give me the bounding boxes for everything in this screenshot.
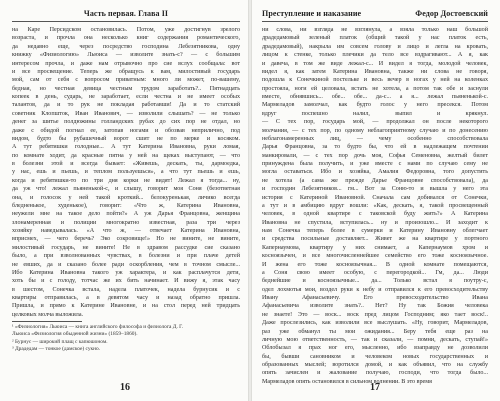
footnote-line: ³ Драдедам — тонкое (дамское) сукно. [12, 346, 101, 353]
text-line: было, а при взволнованных чувствах, в болезни и при плаче детей [12, 253, 240, 260]
text-line: Ивановна не спустила, вступилась... ну и произошло... И заходит к [262, 219, 488, 226]
text-line: она, и голосок у ней такой кроткий... белокуренькая, личико всегда [12, 194, 240, 201]
text-line: могла оставаться. Ибо и хозяйка, Амалия Федоровна, того допустить [262, 169, 488, 176]
text-line: подошла к Сонечкиной постельке и весь вечер в ногах у ней на коленках [262, 77, 488, 84]
text-line: человек, в одной квартире с таковской буду жить?» А Катерина [262, 211, 488, 218]
text-line: принуждена была получить, и уже вместе с нами по случаю сему не [262, 161, 488, 167]
text-line: и давеча, в том же виде лежал-с... И видел я тогда, молодой человек, [262, 60, 488, 67]
text-line: раз уже обманул ты мои ожидания... Беру тебя еще раз на [262, 328, 488, 335]
text-line: видел я, как затем Катерина Ивановна, также ни слова не говоря, [262, 68, 488, 75]
text-line: лицом к стенке, только плечики да тело все вздрагивают... А я, как [262, 52, 488, 59]
text-line: даже с обидой погнал ее, затопав ногами и обозвав неприлично, под [12, 127, 240, 134]
text-line: у нас, ешь и пьешь, и теплом пользуешься», а что тут пьешь и ешь, [12, 169, 240, 176]
right-page-number: 17 [370, 382, 380, 393]
text-line: бледненькое, худенькое), говорит: «Что ж, Катерина Ивановна, [12, 202, 240, 209]
text-line: молчания, — с тех пор, по одному неблагоприятному случаю и по донесению [262, 127, 488, 134]
left-page-body [12, 26, 240, 319]
text-line: нам Сонечка теперь более в сумерки и Катерину Ивановну облегчает [262, 228, 488, 234]
text-line: интересом прочла, и даже нам отрывочно про сие вслух сообщала: вот [12, 60, 240, 67]
text-line: целковых молча выложила. [12, 311, 84, 318]
text-line: талантов, да и то рук не покладая работавши! Да и то статский [12, 102, 240, 109]
text-line: простояла, ноги ей целовала, встать не хотела, а потом так обе и заснули [262, 85, 488, 92]
text-line: на Каре Персидском остановилась. Потом, уже достигнув зрелого [12, 27, 240, 33]
text-line: не евших, да и сказано более ради оскорбления, чем в точном смысле... [12, 261, 240, 268]
text-line: и господин Лебезятников... гм... Вот за Соню-то и вышла у него эта [262, 186, 488, 193]
text-line: И жена его тоже косноязычная... В одной комнате помещаются, [262, 261, 488, 268]
text-line: драдедамовый), накрыла им совсем голову и лицо и легла на кровать, [262, 43, 488, 50]
text-line: видом, будто бы рубашечный ворот сшит не по мерке и косяком. [12, 135, 240, 142]
text-line: советник Клопшток, Иван Иванович, — изволили слышать? — не только [12, 110, 240, 117]
text-line: Мармеладов замолчал, как будто голос у него пресекся. Потом [262, 102, 488, 109]
text-line: беднейшие и косноязычные... да... Только встал я поутру-с, [262, 278, 488, 285]
text-line: квартиры отправилась, а в девятом часу и назад обратно пришла. [12, 295, 240, 301]
text-line: возраста, и прочла она несколько книг содержания романтического, [12, 35, 240, 42]
footnote-line: Льюиса «Физиология обыденной жизни» (1859–1860). [12, 331, 138, 338]
text-line: Пришла, и прямо к Катерине Ивановне, и на стол перед ней тридцать [12, 303, 240, 310]
text-line: и все просвещение. Теперь же обращусь к вам, милостивый государь [12, 68, 240, 75]
right-page-body [262, 26, 488, 386]
text-line: книжку «Физиологию» Льюиса — изволите знать-с? — с большим [12, 52, 240, 59]
text-line: хозяйку наведывалась. «А что ж, — отвечает Катерина Ивановна, [12, 228, 240, 234]
text-line: мой, сам от себя с вопросом приватным: много ли может, по-вашему, [12, 77, 240, 84]
text-line: — С тех пор, государь мой, — продолжал он после некоторого [262, 119, 488, 126]
text-line: драдедамовый зеленый платок (общий такой у нас платок есть, [262, 35, 488, 42]
left-page-footnotes [12, 324, 240, 353]
text-line: Капернаумова, квартиру у них снимает, а Капернаумов хром и [262, 244, 488, 251]
text-line: денег за шитье полдюжины голландских рубах до сих пор не отдал, но [12, 119, 240, 126]
text-line: неблагонамеренных лиц, — чему особенно способствовала [262, 135, 488, 142]
text-line: не хотела (а сама же прежде Дарье Францовне способствовала), да [262, 177, 488, 184]
text-line: А тут ребятишки голодные... А тут Катерина Ивановна, руки ломая, [12, 144, 240, 151]
text-line: копеек в день, сударь, не заработает, если честна и не имеет особых [12, 94, 240, 100]
text-line: и средства посильные доставляет... Живет же на квартире у портного [262, 236, 488, 243]
footnote-line: ² Бурнус — широкий плащ с капюшоном. [12, 338, 108, 345]
left-running-head-text: Часть первая. Глава II [83, 8, 169, 18]
text-line: ни слова, ни взгляда не взглянула, а взяла только наш большой [262, 27, 488, 33]
text-line: бы, бывши сановником и человеком новых государственных и [262, 353, 488, 360]
right-page [250, 0, 500, 401]
right-running-head-author: Федор Достоевский [415, 8, 488, 18]
text-line: вдруг поспешно налил, выпил и крякнул. [262, 110, 488, 117]
text-line: когда и ребятишки-то по три дня корки не видят! Лежал я тогда... ну, [12, 177, 240, 184]
text-line: злонамеренная и полиции многократно известная, раза три через [12, 219, 240, 226]
right-running-head [262, 6, 488, 22]
text-line: милостивый государь, не вините! Не в здравом рассудке сие сказано [12, 244, 240, 251]
text-line: Ибо Катерина Ивановна такого уж характера, и как расплачутся дети, [12, 269, 240, 276]
text-line: история с Катериной Ивановной. Сначала сам добивался от Сонечки, [262, 194, 488, 201]
text-line: образованных мыслей; воротился домой, и как объявил, что на службу [262, 362, 488, 368]
left-running-head [12, 6, 240, 22]
text-line: манкировали, — с тех пор дочь моя, Софья Семеновна, желтый билет [262, 152, 488, 159]
text-line: вместе, обнявшись... обе... обе... да-с... а я... лежал пьяненькой-с. [262, 94, 488, 100]
text-line: в болезни этой и всегда бывает: «Живешь, дескать, ты, дармоедка, [12, 161, 240, 167]
text-line: в шестом, Сонечка встала, надела платочек, надела бурнусик и с [12, 286, 240, 293]
text-line: неужели мне на такое дело пойти?» А уж Дарья Францовна, женщина [12, 211, 240, 218]
text-line: Даже прослезились, как изволили все выслушать. «Ну, говорит, Мармеладов, [262, 320, 488, 327]
text-line: Дарья Францовна, за то будто бы, что ей в надлежащем почтении [262, 144, 488, 151]
text-line: да уж что! лежал пьяненькой-с, и слышу, говорит моя Соня (безответная [12, 186, 240, 193]
text-line: опять зачислен и жалование получаю, господи, что тогда было... [262, 370, 488, 377]
text-line: одел лохмотья мои, воздел руки к небу и отправился к его превосходительству [262, 286, 488, 293]
text-line: по комнате ходит, да красные пятна у ней на щеках выступают, — что [12, 152, 240, 159]
footnote-line: ¹ «Физиология» Льюиса — книга английского философа и физиолога Д. Г. [12, 324, 184, 331]
right-running-head-title: Преступление и наказание [262, 8, 362, 18]
text-line: Облобызал я прах ног его, мысленно, ибо взаправду не дозволили [262, 345, 488, 352]
text-line: хоть бы и с голоду, тотчас же их бить начинает. И вижу я, этак часу [12, 278, 240, 285]
text-line: косноязычен, и все многочисленнейшее семейство его тоже косноязычное. [262, 253, 488, 260]
text-line: личную мою ответственность, — так и сказали, — помни, дескать, ступай!» [262, 336, 488, 343]
text-line: Мармеладов опять остановился в сильном волнении. В это время [262, 378, 432, 385]
text-line: а Соня свою имеет особую, с перегородкой... Гм, да... Люди [262, 269, 488, 276]
text-line: а тут и в амбицию вдруг вошли: «Как, дескать, я, такой просвещенный [262, 202, 488, 209]
text-line: Афанасьевича изволите знать?.. Нет? Ну так Божия человека [262, 303, 488, 310]
left-page-number: 16 [120, 382, 130, 393]
text-line: вприсмех, — чего беречь? Эко сокровище!» Но не вините, не вините, [12, 236, 240, 243]
text-line: да недавно еще, через посредство господина Лебезятникова, одну [12, 43, 240, 50]
text-line: не знаете! Это — воск... воск пред лицом Господним; яко тает воск!.. [262, 311, 488, 318]
text-line: бедная, но честная девица честным трудом заработать?.. Пятнадцать [12, 85, 240, 92]
text-line: Ивану Афанасьевичу. Его превосходительство Ивана [262, 295, 488, 301]
